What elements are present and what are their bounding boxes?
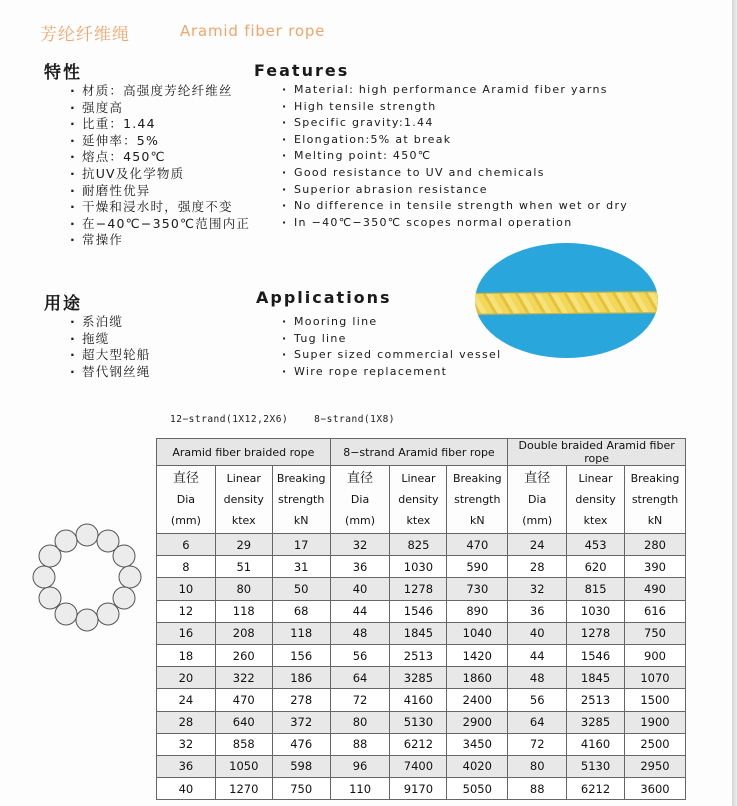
table-cell: 118 <box>272 622 330 644</box>
table-cell: 32 <box>157 733 216 755</box>
table-cell: 590 <box>447 556 508 578</box>
list-item: · 耐磨性优异 <box>70 183 250 200</box>
list-item: · 系泊缆 <box>70 314 151 331</box>
table-cell: 1278 <box>390 578 447 600</box>
table-row <box>157 689 686 711</box>
table-cell: 815 <box>567 578 625 600</box>
table-cell: 470 <box>215 689 272 711</box>
table-cell: 64 <box>508 711 567 733</box>
table-cell: 1860 <box>447 667 508 689</box>
table-cell: 50 <box>272 578 330 600</box>
table-cell: 24 <box>157 689 216 711</box>
table-row <box>157 622 686 644</box>
table-cell: 186 <box>272 667 330 689</box>
col-header-line: ktex <box>583 514 608 527</box>
strand-cross-section-icon <box>28 518 146 636</box>
col-header-line: Dia <box>176 493 196 506</box>
list-item: · Material: high performance Aramid fiber yarns <box>282 82 628 99</box>
table-cell: 1420 <box>447 644 508 666</box>
table-cell: 750 <box>272 778 330 800</box>
col-header-cn: 直径 <box>524 471 551 486</box>
col-header-line: density <box>575 493 616 506</box>
col-header-cn: 直径 <box>172 471 199 486</box>
table-cell: 476 <box>272 733 330 755</box>
table-cell: 1040 <box>447 622 508 644</box>
table-cell: 36 <box>508 600 567 622</box>
list-item: · 比重：1.44 <box>70 116 250 133</box>
table-cell: 1546 <box>567 644 625 666</box>
table-cell: 390 <box>625 556 686 578</box>
table-cell: 730 <box>447 578 508 600</box>
table-cell: 1500 <box>625 689 686 711</box>
group-header-double-braided: Double braided Aramid fiber rope <box>508 439 686 466</box>
table-cell: 470 <box>447 534 508 556</box>
col-header-cn: 直径 <box>347 471 374 486</box>
col-header-dia <box>508 466 567 534</box>
table-cell: 7400 <box>390 755 447 777</box>
table-cell: 28 <box>508 556 567 578</box>
table-row <box>157 644 686 666</box>
col-header-line: Linear <box>226 472 261 485</box>
table-cell: 12 <box>157 600 216 622</box>
table-cell: 5050 <box>447 778 508 800</box>
table-cell: 64 <box>330 667 390 689</box>
col-header-breaking-strength <box>625 466 686 534</box>
features-heading-en: Features <box>254 61 350 80</box>
table-cell: 453 <box>567 534 625 556</box>
table-row <box>157 733 686 755</box>
col-header-line: strength <box>454 493 501 506</box>
continuation-text: 常操作 <box>82 232 124 248</box>
strand-labels <box>170 414 421 425</box>
table-cell: 18 <box>157 644 216 666</box>
table-cell: 858 <box>215 733 272 755</box>
table-row <box>157 556 686 578</box>
table-cell: 2900 <box>447 711 508 733</box>
table-cell: 1546 <box>390 600 447 622</box>
title-chinese: 芳纶纤维绳 <box>40 25 130 45</box>
table-cell: 1900 <box>625 711 686 733</box>
col-header-linear-density <box>567 466 625 534</box>
list-item: · Superior abrasion resistance <box>282 182 628 199</box>
features-list-cn <box>70 83 250 249</box>
table-cell: 6212 <box>567 778 625 800</box>
table-cell: 17 <box>272 534 330 556</box>
table-cell: 1845 <box>567 667 625 689</box>
table-cell: 2400 <box>447 689 508 711</box>
list-item: · 材质：高强度芳纶纤维丝 <box>70 83 250 100</box>
table-cell: 29 <box>215 534 272 556</box>
table-row <box>157 778 686 800</box>
table-cell: 1070 <box>625 667 686 689</box>
table-cell: 8 <box>157 556 216 578</box>
table-cell: 1278 <box>567 622 625 644</box>
table-cell: 96 <box>330 755 390 777</box>
table-cell: 10 <box>157 578 216 600</box>
table-cell: 825 <box>390 534 447 556</box>
spec-table <box>156 438 686 800</box>
table-cell: 5130 <box>567 755 625 777</box>
col-header-dia <box>157 466 216 534</box>
applications-heading-cn: 用途 <box>44 294 82 314</box>
strand-label-8: 8−strand(1X8) <box>314 414 396 425</box>
table-cell: 6 <box>157 534 216 556</box>
col-header-linear-density <box>215 466 272 534</box>
col-header-line: (mm) <box>522 514 553 527</box>
list-item: · 在−40℃−350℃范围内正 <box>70 216 250 233</box>
col-header-line: Breaking <box>276 472 326 485</box>
list-item: · 抗UV及化学物质 <box>70 166 250 183</box>
col-header-line: Linear <box>401 472 436 485</box>
col-header-breaking-strength <box>272 466 330 534</box>
rope-photo <box>475 243 658 358</box>
col-header-line: kN <box>647 514 663 527</box>
table-cell: 48 <box>508 667 567 689</box>
table-cell: 372 <box>272 711 330 733</box>
list-item-continuation <box>70 232 250 249</box>
col-header-line: kN <box>470 514 485 527</box>
table-cell: 640 <box>215 711 272 733</box>
list-item: · In −40℃−350℃ scopes normal operation <box>282 215 628 232</box>
table-cell: 750 <box>625 622 686 644</box>
col-header-linear-density <box>390 466 447 534</box>
table-cell: 620 <box>567 556 625 578</box>
table-cell: 16 <box>157 622 216 644</box>
table-cell: 1050 <box>215 755 272 777</box>
table-row <box>157 711 686 733</box>
table-cell: 88 <box>508 778 567 800</box>
applications-list-cn <box>70 314 151 380</box>
table-cell: 1845 <box>390 622 447 644</box>
table-row <box>157 578 686 600</box>
col-header-line: Breaking <box>452 472 502 485</box>
table-cell: 890 <box>447 600 508 622</box>
table-cell: 3600 <box>625 778 686 800</box>
table-cell: 3285 <box>567 711 625 733</box>
applications-heading-en: Applications <box>256 288 392 307</box>
table-cell: 260 <box>215 644 272 666</box>
table-cell: 24 <box>508 534 567 556</box>
table-cell: 278 <box>272 689 330 711</box>
table-cell: 88 <box>330 733 390 755</box>
col-header-breaking-strength <box>447 466 508 534</box>
list-item: · 拖缆 <box>70 331 151 348</box>
table-cell: 6212 <box>390 733 447 755</box>
table-cell: 1030 <box>390 556 447 578</box>
features-heading-cn: 特性 <box>44 63 82 83</box>
table-cell: 4160 <box>390 689 447 711</box>
list-item: · Specific gravity:1.44 <box>282 115 628 132</box>
page-edge-shadow <box>732 0 737 806</box>
table-cell: 3450 <box>447 733 508 755</box>
table-cell: 3285 <box>390 667 447 689</box>
table-row <box>157 600 686 622</box>
table-cell: 4020 <box>447 755 508 777</box>
table-cell: 490 <box>625 578 686 600</box>
col-header-dia <box>330 466 390 534</box>
col-header-line: ktex <box>231 514 256 527</box>
col-header-line: Dia <box>350 493 370 506</box>
col-header-line: kN <box>293 514 309 527</box>
list-item: · Wire rope replacement <box>282 364 501 381</box>
list-item: · No difference in tensile strength when wet or dry <box>282 198 628 215</box>
col-header-line: density <box>223 493 264 506</box>
table-cell: 2513 <box>390 644 447 666</box>
table-cell: 72 <box>508 733 567 755</box>
table-cell: 280 <box>625 534 686 556</box>
table-row <box>157 755 686 777</box>
table-cell: 40 <box>157 778 216 800</box>
table-cell: 598 <box>272 755 330 777</box>
table-cell: 44 <box>508 644 567 666</box>
table-cell: 2500 <box>625 733 686 755</box>
table-cell: 616 <box>625 600 686 622</box>
group-header-braided: Aramid fiber braided rope <box>157 439 331 466</box>
table-cell: 80 <box>330 711 390 733</box>
table-cell: 28 <box>157 711 216 733</box>
applications-list-en <box>282 314 501 380</box>
table-cell: 110 <box>330 778 390 800</box>
col-header-line: Dia <box>528 493 547 506</box>
table-cell: 80 <box>215 578 272 600</box>
strand-label-12: 12−strand(1X12,2X6) <box>170 414 289 425</box>
col-header-line: (mm) <box>345 514 376 527</box>
table-cell: 9170 <box>390 778 447 800</box>
table-cell: 80 <box>508 755 567 777</box>
list-item: · Elongation:5% at break <box>282 132 628 149</box>
table-cell: 900 <box>625 644 686 666</box>
table-cell: 2513 <box>567 689 625 711</box>
table-cell: 44 <box>330 600 390 622</box>
table-cell: 40 <box>508 622 567 644</box>
table-cell: 51 <box>215 556 272 578</box>
table-cell: 322 <box>215 667 272 689</box>
list-item: · 延伸率：5% <box>70 133 250 150</box>
table-cell: 40 <box>330 578 390 600</box>
table-cell: 68 <box>272 600 330 622</box>
spec-table-body <box>157 534 686 800</box>
list-item: · Mooring line <box>282 314 501 331</box>
table-cell: 32 <box>330 534 390 556</box>
col-header-line: strength <box>278 493 325 506</box>
list-item: · High tensile strength <box>282 99 628 116</box>
col-header-line: Breaking <box>630 472 680 485</box>
list-item: · Tug line <box>282 331 501 348</box>
table-cell: 20 <box>157 667 216 689</box>
table-cell: 118 <box>215 600 272 622</box>
col-header-line: Linear <box>578 472 613 485</box>
table-cell: 56 <box>508 689 567 711</box>
table-cell: 56 <box>330 644 390 666</box>
table-cell: 208 <box>215 622 272 644</box>
col-header-line: density <box>398 493 439 506</box>
table-cell: 1270 <box>215 778 272 800</box>
list-item: · 替代钢丝绳 <box>70 364 151 381</box>
title-english: Aramid fiber rope <box>180 22 326 40</box>
table-cell: 48 <box>330 622 390 644</box>
table-cell: 1030 <box>567 600 625 622</box>
table-cell: 156 <box>272 644 330 666</box>
features-list-en <box>282 82 628 231</box>
list-item: · Melting point: 450℃ <box>282 148 628 165</box>
list-item: · Super sized commercial vessel <box>282 347 501 364</box>
table-cell: 72 <box>330 689 390 711</box>
table-row <box>157 534 686 556</box>
list-item: · Good resistance to UV and chemicals <box>282 165 628 182</box>
rope-icon <box>475 291 658 315</box>
table-cell: 4160 <box>567 733 625 755</box>
list-item: · 干燥和浸水时，强度不变 <box>70 199 250 216</box>
group-header-8-strand: 8−strand Aramid fiber rope <box>330 439 508 466</box>
col-header-line: strength <box>631 493 679 506</box>
table-cell: 36 <box>157 755 216 777</box>
table-cell: 36 <box>330 556 390 578</box>
table-row <box>157 667 686 689</box>
table-cell: 2950 <box>625 755 686 777</box>
list-item: · 超大型轮船 <box>70 347 151 364</box>
list-item: · 强度高 <box>70 100 250 117</box>
col-header-line: (mm) <box>170 514 201 527</box>
list-item: · 熔点：450℃ <box>70 149 250 166</box>
table-cell: 31 <box>272 556 330 578</box>
col-header-line: ktex <box>406 514 431 527</box>
table-cell: 32 <box>508 578 567 600</box>
table-cell: 5130 <box>390 711 447 733</box>
